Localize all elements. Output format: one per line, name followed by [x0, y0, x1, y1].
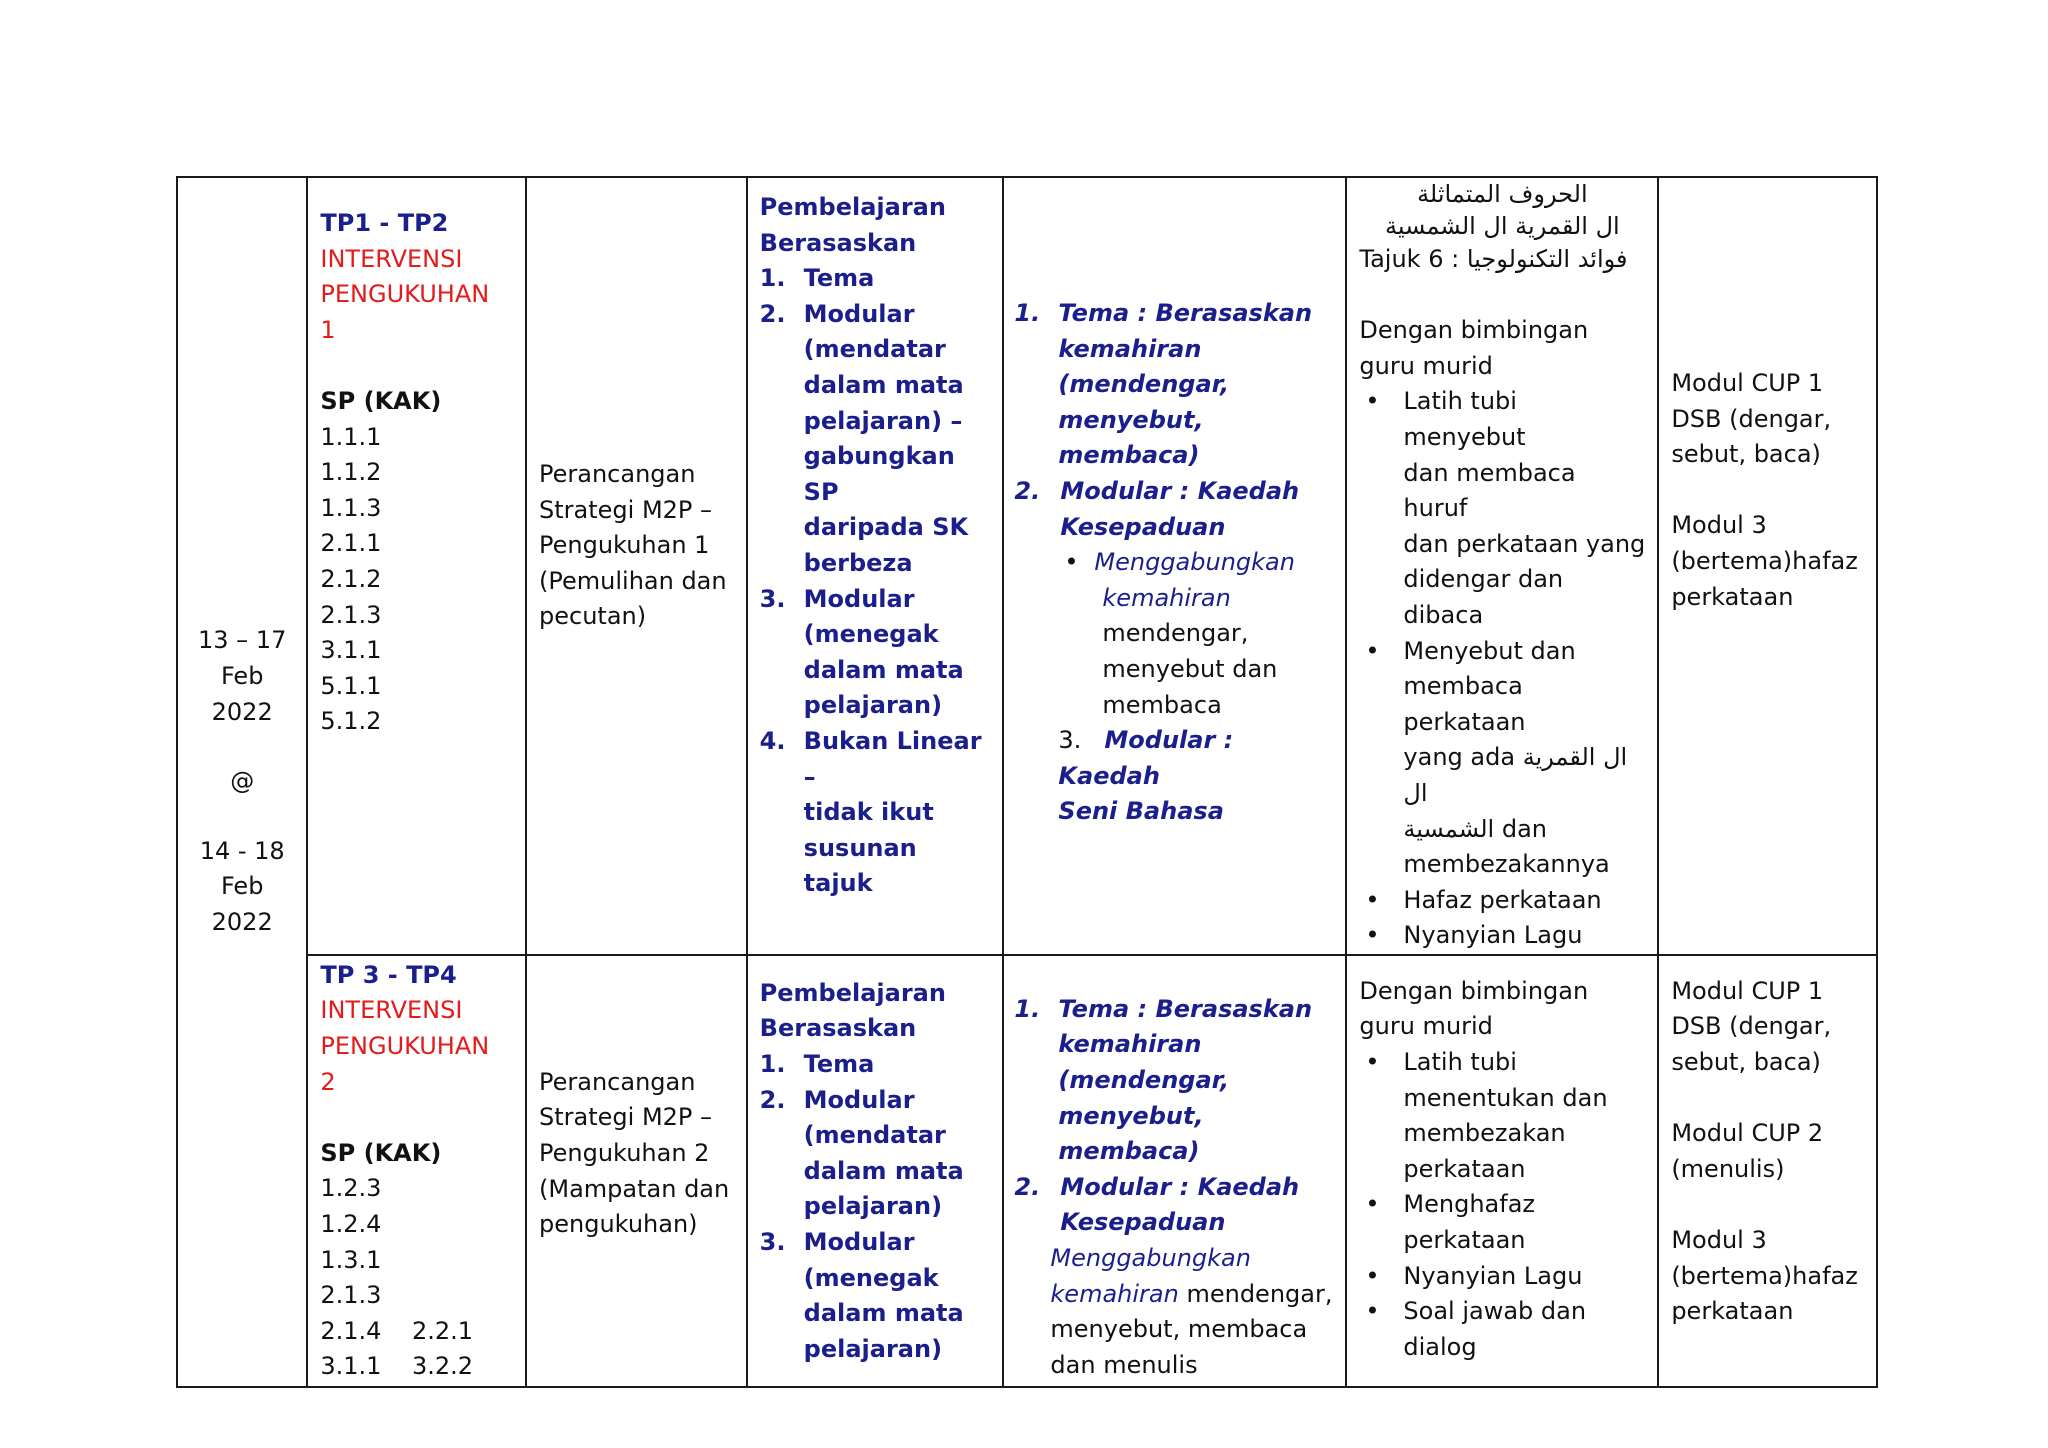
list-text: Nyanyian Lagu	[1403, 1261, 1583, 1290]
pembelajaran-cell-1	[747, 177, 1004, 955]
bullet-icon: •	[1365, 1048, 1380, 1077]
strategy-cell-1	[526, 177, 747, 955]
list-text: Soal jawab dan	[1403, 1297, 1587, 1326]
list-text: dalam mata	[803, 1299, 964, 1328]
kaedah-cell-1: 1. Tema : Berasaskan kemahiran (mendengar, menyebut, membaca) 2. Modular : Kaedah Kesepaduan • Menggabungkan kemahiran mendengar, menyebut dan membaca 3. Modular : Kaedah Seni Bahasa	[1003, 177, 1346, 955]
list-item: • Menggabungkan kemahiran mendengar, menyebut dan membaca	[1064, 548, 1295, 719]
list-text: perkataan	[1403, 1226, 1526, 1255]
tp-title: TP 3 - TP4	[320, 960, 457, 989]
list-text: Modular	[803, 299, 915, 328]
list-text: Menghafaz	[1403, 1190, 1535, 1219]
list-text: (mendatar	[803, 335, 946, 364]
list-text: Latih tubi	[1403, 1048, 1517, 1077]
pembelajaran-title-line1: Pembelajaran	[759, 193, 946, 221]
pembelajaran-title-line2: Berasaskan	[759, 1014, 917, 1043]
sp-item: 3.1.1 3.2.2	[320, 1352, 474, 1381]
pembelajaran-list	[760, 1047, 991, 1367]
list-item	[1359, 1294, 1645, 1365]
lesson-plan-table	[176, 176, 1878, 1388]
list-text: (menegak	[803, 1263, 939, 1292]
pembelajaran-title-line1: Pembelajaran	[759, 978, 946, 1007]
sp-item: 2.1.3	[320, 600, 382, 629]
sp-item: 1.2.3	[320, 1174, 382, 1203]
list-item: 2. Modular : Kaedah Kesepaduan	[1014, 1172, 1300, 1237]
date-separator: @	[230, 767, 255, 796]
list-number: 4.	[759, 726, 786, 755]
list-text: berbeza	[803, 548, 913, 577]
kaedah-item-3: 3. Modular : Kaedah	[1058, 726, 1234, 790]
sp-item: 5.1.1	[320, 671, 382, 700]
pembelajaran-list	[760, 261, 991, 902]
list-item	[760, 297, 991, 582]
kaedah-list	[1014, 992, 1333, 1241]
list-text: dalam mata	[803, 1156, 964, 1185]
tp-cell-1	[307, 177, 526, 955]
list-item	[760, 1083, 991, 1225]
tajuk-line: Tajuk 6 : فوائد التكنولوجيا	[1359, 245, 1628, 273]
list-text: gabungkan SP	[803, 442, 955, 506]
strategy-line: pengukuhan)	[539, 1210, 698, 1239]
list-text: Bukan Linear –	[803, 726, 982, 791]
pembelajaran-cell-2	[747, 955, 1004, 1387]
tp-title: TP1 - TP2	[320, 209, 449, 237]
pengukuhan-label: PENGUKUHAN	[320, 280, 490, 309]
sp-list	[320, 420, 513, 740]
pengukuhan-number: 2	[320, 1067, 336, 1096]
list-item: • Nyanyian Lagu	[1365, 921, 1583, 950]
date-week2-month: Feb	[220, 872, 264, 901]
sp-item: 5.1.2	[320, 707, 382, 736]
list-item: 2. Modular : Kaedah Kesepaduan	[1014, 476, 1300, 541]
modul-cell-1: Modul CUP 1 DSB (dengar, sebut, baca) Modul 3 (bertema)hafaz perkataan	[1658, 177, 1877, 955]
sp-item: 1.2.4	[320, 1210, 382, 1239]
arabic-heading-2: ال القمرية ال الشمسية	[1385, 212, 1620, 240]
list-text: Tema	[803, 1050, 875, 1079]
strategy-line: Perancangan	[539, 1067, 696, 1096]
sp-item: 2.1.4 2.2.1	[320, 1316, 474, 1345]
date-cell	[177, 177, 307, 1387]
list-text: menentukan dan	[1403, 1083, 1608, 1112]
pengukuhan-number: 1	[320, 315, 336, 344]
list-number: 3.	[759, 1228, 786, 1257]
list-item	[1359, 1259, 1645, 1295]
list-text: pelajaran)	[803, 1334, 943, 1363]
strategy-line: Perancangan	[539, 459, 696, 488]
list-text: pelajaran)	[803, 691, 943, 720]
list-number: 2.	[759, 299, 786, 328]
kaedah-list	[1014, 296, 1333, 545]
sp-item: 1.1.1	[320, 422, 382, 451]
list-item	[1359, 1045, 1645, 1187]
date-week2: 14 - 18	[199, 836, 285, 865]
pengukuhan-label: PENGUKUHAN	[320, 1032, 490, 1061]
list-number: 1.	[759, 1050, 786, 1079]
list-text: (mendatar	[803, 1121, 946, 1150]
tp-cell-2	[307, 955, 526, 1387]
sp-item: 1.3.1	[320, 1245, 382, 1274]
aktiviti-list	[1359, 1045, 1645, 1365]
strategy-line: (Mampatan dan	[539, 1174, 730, 1203]
table-row	[177, 177, 1877, 955]
list-text: Modular	[803, 1228, 915, 1257]
date-week2-year: 2022	[211, 907, 273, 936]
list-item: • Menyebut dan membaca perkataan yang ada ال القمرية ال الشمسية dan membezakannya	[1365, 636, 1628, 879]
modul-cell-2: Modul CUP 1 DSB (dengar, sebut, baca) Modul CUP 2 (menulis) Modul 3 (bertema)hafaz perkataan	[1658, 955, 1877, 1387]
strategy-line: pecutan)	[539, 602, 647, 631]
intervensi-label: INTERVENSI	[320, 244, 463, 273]
strategy-line: (Pemulihan dan	[539, 566, 727, 595]
bullet-icon: •	[1365, 1190, 1380, 1219]
list-text: pelajaran) –	[803, 406, 963, 435]
list-number: 1.	[759, 264, 786, 293]
list-item	[760, 582, 991, 724]
list-text: daripada SK	[803, 513, 969, 542]
list-item	[760, 1047, 991, 1083]
list-text: (menegak	[803, 620, 939, 649]
kaedah-cell-2	[1003, 955, 1346, 1387]
bullet-icon: •	[1365, 1261, 1380, 1290]
list-text: Modular	[803, 1085, 915, 1114]
list-text: dialog	[1403, 1332, 1477, 1361]
sp-title: SP (KAK)	[320, 1138, 442, 1167]
strategy-line: Strategi M2P –	[539, 495, 713, 524]
list-text: susunan tajuk	[803, 833, 917, 898]
kaedah-description: Menggabungkan kemahiran mendengar, menyebut, membaca dan menulis	[1050, 1244, 1333, 1379]
aktiviti-cell-1: الحروف المتماثلة ال القمرية ال الشمسية Tajuk 6 : فوائد التكنولوجيا Dengan bimbingan guru murid • Latih tubi menyebut dan membaca huruf dan perkataan yang didengar dan dibaca • Menyebut dan membaca perkataan yang ada ال القمرية ال الشمسية dan membezakannya • Hafaz perkataan • Nyanyian Lagu	[1346, 177, 1658, 955]
list-item: • Hafaz perkataan	[1365, 885, 1602, 914]
bullet-icon: •	[1365, 1297, 1380, 1326]
sp-item: 2.1.1	[320, 529, 382, 558]
date-week1-year: 2022	[211, 697, 273, 726]
list-item	[760, 261, 991, 297]
kaedah-sub-list	[1058, 545, 1333, 723]
sp-item: 2.1.2	[320, 564, 382, 593]
strategy-text	[539, 1065, 734, 1243]
date-week1-month: Feb	[220, 661, 264, 690]
list-text: Tema	[803, 264, 875, 293]
arabic-heading-1: الحروف المتماثلة	[1417, 180, 1588, 208]
strategy-cell-2	[526, 955, 747, 1387]
strategy-line: Strategi M2P –	[539, 1103, 713, 1132]
list-text: tidak ikut	[803, 798, 934, 827]
list-item	[760, 724, 991, 902]
list-text: pelajaran)	[803, 1192, 943, 1221]
list-text: membezakan	[1403, 1119, 1566, 1148]
sp-item: 1.1.3	[320, 493, 382, 522]
sp-title: SP (KAK)	[320, 386, 442, 415]
intervensi-label: INTERVENSI	[320, 996, 463, 1025]
date-week1: 13 – 17	[198, 626, 287, 655]
sp-item: 2.1.3	[320, 1281, 382, 1310]
list-number: 3.	[759, 584, 786, 613]
list-item	[1359, 1187, 1645, 1258]
strategy-line: Pengukuhan 2	[539, 1139, 710, 1168]
sp-item: 3.1.1	[320, 636, 382, 665]
aktiviti-cell-2: Dengan bimbingan guru murid • Latih tubi menentukan dan membezakan perkataan • Menghafaz perkataan • Nyanyian Lagu • Soal jawab dan dialog	[1346, 955, 1658, 1387]
list-text: dalam mata	[803, 655, 964, 684]
pembelajaran-title-line2: Berasaskan	[759, 228, 917, 257]
strategy-line: Pengukuhan 1	[539, 531, 710, 560]
table-row	[177, 955, 1877, 1387]
list-item: • Latih tubi menyebut dan membaca huruf dan perkataan yang didengar dan dibaca	[1365, 387, 1646, 629]
list-text: dalam mata	[803, 370, 964, 399]
aktiviti-list	[1359, 384, 1645, 954]
list-text: Modular	[803, 584, 915, 613]
strategy-text	[539, 457, 734, 635]
sp-item: 1.1.2	[320, 458, 382, 487]
list-text: perkataan	[1403, 1154, 1526, 1183]
list-number: 2.	[759, 1085, 786, 1114]
list-item: 1. Tema : Berasaskan kemahiran (mendengar, menyebut, membaca)	[1014, 994, 1313, 1166]
list-item	[760, 1225, 991, 1367]
sp-list	[320, 1171, 513, 1385]
list-item: 1. Tema : Berasaskan kemahiran (mendengar, menyebut, membaca)	[1014, 299, 1313, 470]
